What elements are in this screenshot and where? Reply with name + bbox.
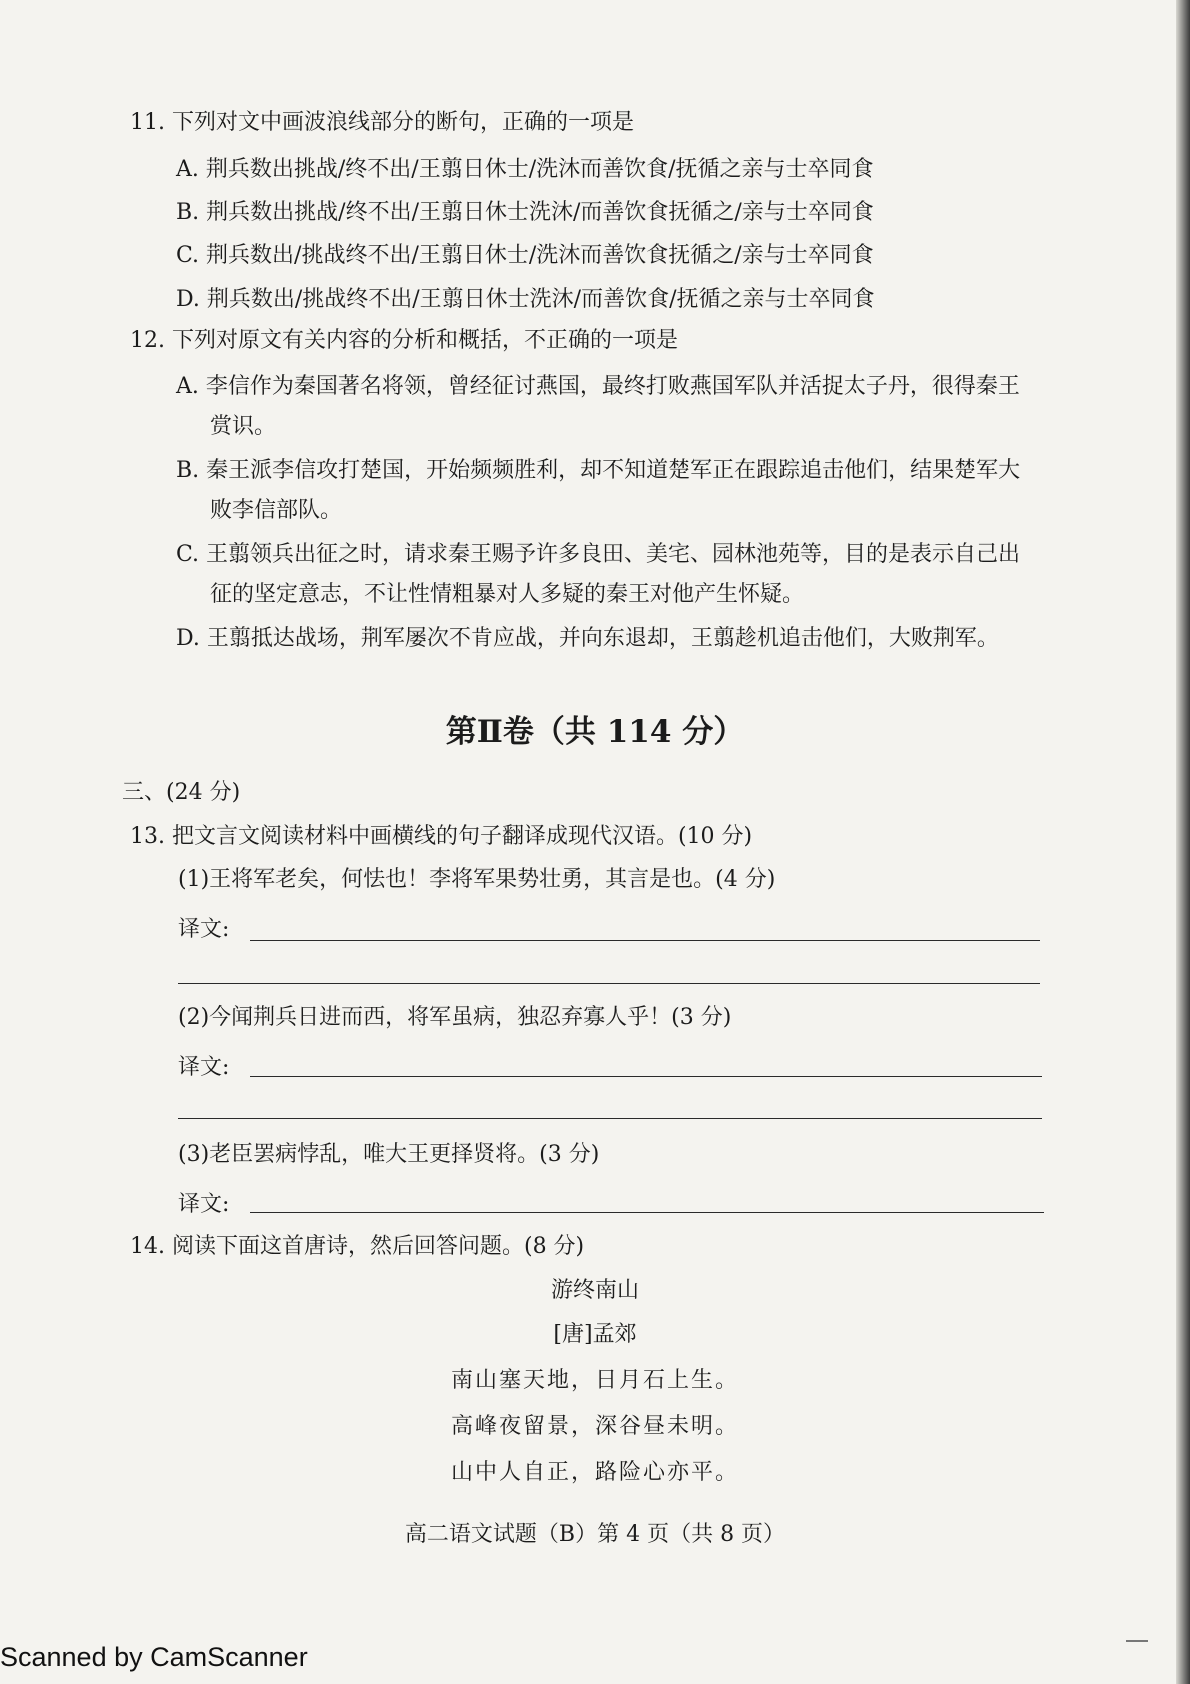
q11-option-d: D. 荆兵数出/挑战终不出/王翦日休士洗沐/而善饮食/抚循之亲与士卒同食 <box>176 287 875 312</box>
answer-line-2a <box>250 1076 1042 1077</box>
q13-sentence-1: (1)王将军老矣，何怯也！李将军果势壮勇，其言是也。(4 分) <box>178 867 776 892</box>
translation-label-2: 译文: <box>178 1055 230 1080</box>
answer-line-3a <box>250 1212 1044 1213</box>
q11-option-a: A. 荆兵数出挑战/终不出/王翦日休士/洗沐而善饮食/抚循之亲与士卒同食 <box>176 157 874 182</box>
scanner-watermark: Scanned by CamScanner <box>0 1642 308 1672</box>
answer-line-1b <box>178 983 1040 984</box>
q14-stem: 14. 阅读下面这首唐诗，然后回答问题。(8 分) <box>130 1234 585 1259</box>
scan-mark <box>1126 1640 1148 1642</box>
q13-sentence-2: (2)今闻荆兵日进而西，将军虽病，独忍弃寡人乎！(3 分) <box>178 1005 732 1030</box>
q13-sentence-3: (3)老臣罢病悖乱，唯大王更择贤将。(3 分) <box>178 1142 600 1167</box>
part3-label: 三、(24 分) <box>122 780 241 805</box>
q13-stem: 13. 把文言文阅读材料中画横线的句子翻译成现代汉语。(10 分) <box>130 824 753 849</box>
answer-line-1a <box>250 940 1040 941</box>
translation-label-3: 译文: <box>178 1192 230 1217</box>
poem-line-2: 高峰夜留景，深谷昼未明。 <box>450 1414 739 1439</box>
page-footer: 高二语文试题（B）第 4 页（共 8 页） <box>404 1522 786 1547</box>
q12-option-a-line2: 赏识。 <box>210 414 277 439</box>
section-title: 第Ⅱ卷（共 114 分） <box>445 714 745 750</box>
answer-line-2b <box>178 1118 1042 1119</box>
q12-option-a-line1: A. 李信作为秦国著名将领，曾经征讨燕国，最终打败燕国军队并活捉太子丹，很得秦王 <box>176 374 1020 399</box>
q12-stem: 12. 下列对原文有关内容的分析和概括，不正确的一项是 <box>130 328 678 353</box>
poem-line-3: 山中人自正，路险心亦平。 <box>450 1460 739 1485</box>
translation-label-1: 译文: <box>178 917 230 942</box>
q12-option-c-line2: 征的坚定意志，不让性情粗暴对人多疑的秦王对他产生怀疑。 <box>210 582 805 607</box>
q12-option-b-line1: B. 秦王派李信攻打楚国，开始频频胜利，却不知道楚军正在跟踪追击他们，结果楚军大 <box>176 458 1021 483</box>
poem-title: 游终南山 <box>550 1278 639 1303</box>
q12-option-c-line1: C. 王翦领兵出征之时，请求秦王赐予许多良田、美宅、园林池苑等，目的是表示自己出 <box>176 542 1021 567</box>
q11-option-b: B. 荆兵数出挑战/终不出/王翦日休士洗沐/而善饮食抚循之/亲与士卒同食 <box>176 200 874 225</box>
q12-option-b-line2: 败李信部队。 <box>210 498 343 523</box>
poem-line-1: 南山塞天地，日月石上生。 <box>450 1368 739 1393</box>
q12-option-d: D. 王翦抵达战场，荆军屡次不肯应战，并向东退却，王翦趁机追击他们，大败荆军。 <box>176 626 999 651</box>
poem-author: [唐]孟郊 <box>553 1322 637 1347</box>
q11-option-c: C. 荆兵数出/挑战终不出/王翦日休士/洗沐而善饮食抚循之/亲与士卒同食 <box>176 243 874 268</box>
q11-stem: 11. 下列对文中画波浪线部分的断句，正确的一项是 <box>130 110 634 135</box>
